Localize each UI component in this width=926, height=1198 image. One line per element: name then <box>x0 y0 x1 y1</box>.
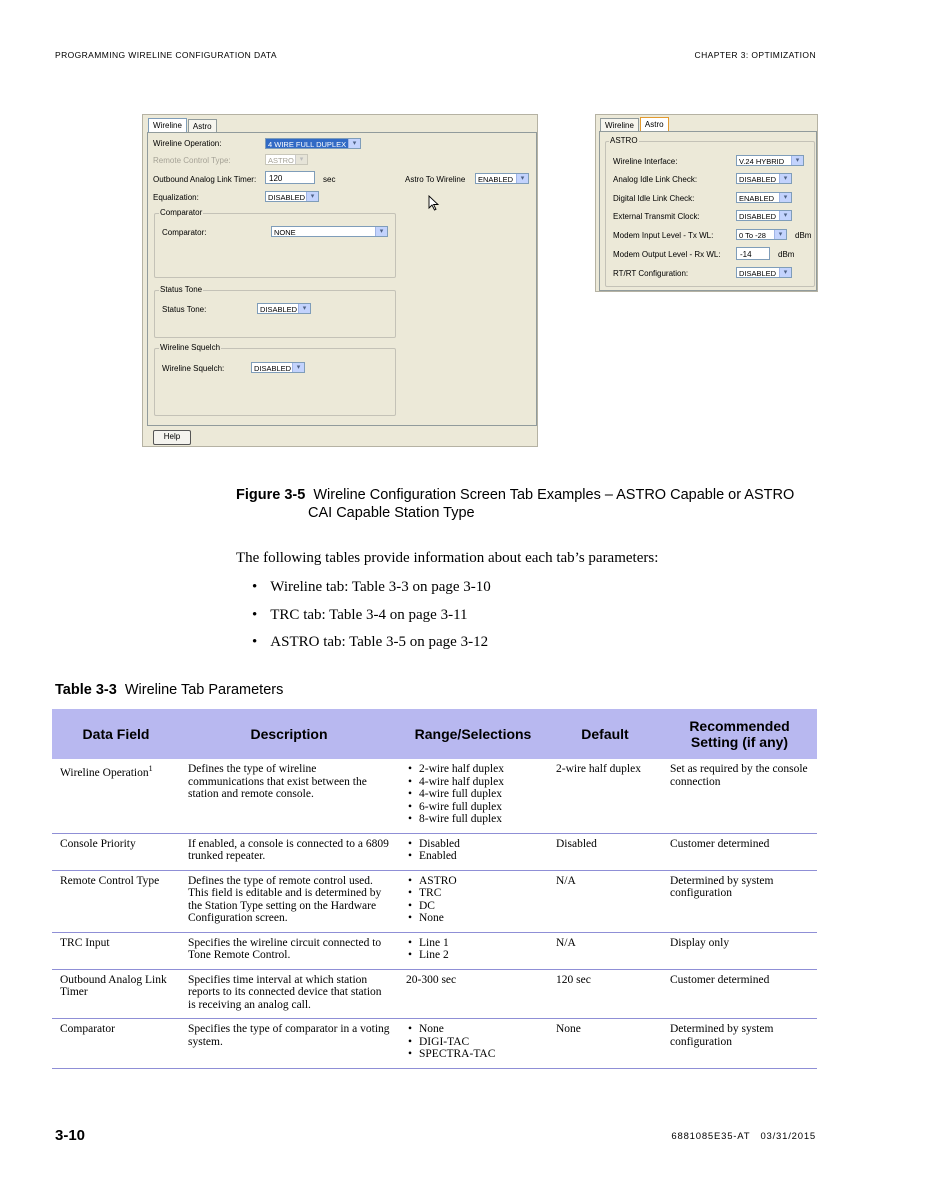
astro-group-title: ASTRO <box>610 136 638 145</box>
default-cell: N/A <box>548 932 662 969</box>
outbound-timer-unit: sec <box>323 175 336 184</box>
astro-field-label: Wireline Interface: <box>613 157 678 166</box>
mouse-cursor-icon <box>428 195 440 211</box>
range-option: • 2-wire half duplex <box>406 763 541 776</box>
recommended-cell: Determined by system configuration <box>662 870 817 932</box>
astro-to-wireline-select[interactable]: ENABLED ▾ <box>475 173 529 184</box>
running-header-right: CHAPTER 3: OPTIMIZATION <box>694 50 816 60</box>
astro-field-select[interactable]: DISABLED ▾ <box>736 173 792 184</box>
astro-field-label: Modem Output Level - Rx WL: <box>613 250 721 259</box>
column-header: Description <box>180 709 398 759</box>
chevron-down-icon: ▾ <box>306 192 318 201</box>
default-cell: None <box>548 1019 662 1069</box>
outbound-timer-label: Outbound Analog Link Timer: <box>153 175 257 184</box>
data-field-cell <box>52 759 180 833</box>
range-option: • TRC <box>406 887 541 900</box>
description-cell: Specifies time interval at which station reports to its connected device that station is receiving an analog call. <box>180 969 398 1019</box>
range-option: • DIGI-TAC <box>406 1036 541 1049</box>
column-header: Data Field <box>52 709 180 759</box>
astro-to-wireline-label: Astro To Wireline <box>405 175 466 184</box>
range-cell <box>398 759 548 833</box>
table-row <box>52 870 817 932</box>
figure-caption-line1: Wireline Configuration Screen Tab Examples – ASTRO Capable or ASTRO <box>313 487 795 503</box>
chevron-down-icon: ▾ <box>779 174 791 183</box>
intro-paragraph: The following tables provide information about each tab’s parameters: <box>236 550 659 566</box>
description-cell: Specifies the wireline circuit connected to Tone Remote Control. <box>180 932 398 969</box>
astro-field-select[interactable]: DISABLED ▾ <box>736 267 792 278</box>
page-number: 3-10 <box>55 1127 86 1144</box>
chevron-down-icon: ▾ <box>298 304 310 313</box>
range-option: • Line 2 <box>406 949 541 962</box>
astro-field-input[interactable]: -14 <box>736 247 770 260</box>
range-cell <box>398 870 548 932</box>
range-option: • None <box>406 912 541 925</box>
default-cell: 2-wire half duplex <box>548 759 662 833</box>
bullet-link-wireline[interactable]: Wireline tab: Table 3-3 on page 3-10 <box>270 579 491 595</box>
astro-field-label: Digital Idle Link Check: <box>613 194 695 203</box>
data-field-cell <box>52 932 180 969</box>
list-item: • Wireline tab: Table 3-3 on page 3-10 <box>252 579 491 595</box>
data-field-cell <box>52 1019 180 1069</box>
recommended-cell: Display only <box>662 932 817 969</box>
description-cell: Defines the type of remote control used. This field is editable and is determined by the Station Type setting on the Hardware Configuration screen. <box>180 870 398 932</box>
data-field-name: Console Priority <box>60 837 136 850</box>
wireline-tab-screenshot <box>142 114 538 447</box>
status-tone-group-title: Status Tone <box>160 285 203 294</box>
table-title <box>55 682 283 698</box>
outbound-timer-input[interactable]: 120 <box>265 171 315 184</box>
remote-control-type-label: Remote Control Type: <box>153 156 231 165</box>
running-header-left: PROGRAMMING WIRELINE CONFIGURATION DATA <box>55 50 277 60</box>
chevron-down-icon: ▾ <box>774 230 786 239</box>
description-cell: If enabled, a console is connected to a 6809 trunked repeater. <box>180 833 398 870</box>
tab-astro[interactable]: Astro <box>188 119 217 133</box>
comparator-label: Comparator: <box>162 228 207 237</box>
wireline-operation-select[interactable]: 4 WIRE FULL DUPLEX ▾ <box>265 138 361 149</box>
astro-field-label: RT/RT Configuration: <box>613 269 689 278</box>
remote-control-type-select[interactable]: ASTRO ▾ <box>265 154 308 165</box>
wireline-squelch-select[interactable]: DISABLED ▾ <box>251 362 305 373</box>
range-cell <box>398 1019 548 1069</box>
data-field-cell <box>52 870 180 932</box>
astro-field-label: Analog Idle Link Check: <box>613 175 698 184</box>
range-option: • 6-wire full duplex <box>406 801 541 814</box>
bullet-link-trc[interactable]: TRC tab: Table 3-4 on page 3-11 <box>270 606 468 623</box>
astro-field-label: Modem Input Level - Tx WL: <box>613 231 714 240</box>
tab-wireline[interactable]: Wireline <box>148 118 187 133</box>
table-row <box>52 1019 817 1069</box>
figure-caption <box>236 487 794 503</box>
equalization-select[interactable]: DISABLED ▾ <box>265 191 319 202</box>
figure-caption-line2: CAI Capable Station Type <box>308 505 475 521</box>
comparator-group <box>154 208 396 278</box>
chevron-down-icon: ▾ <box>348 139 360 148</box>
wireline-squelch-label: Wireline Squelch: <box>162 364 225 373</box>
comparator-select[interactable]: NONE ▾ <box>271 226 388 237</box>
description-cell: Specifies the type of comparator in a voting system. <box>180 1019 398 1069</box>
table-number: Table 3-3 <box>55 682 117 698</box>
chevron-down-icon: ▾ <box>295 155 307 164</box>
astro-field-unit: dBm <box>795 231 812 240</box>
data-field-name: Wireline Operation <box>60 766 149 779</box>
wireline-squelch-group-title: Wireline Squelch <box>160 343 221 352</box>
list-item: • ASTRO tab: Table 3-5 on page 3-12 <box>252 634 489 650</box>
data-field-name: TRC Input <box>60 936 110 949</box>
range-option: • 8-wire full duplex <box>406 813 541 826</box>
footnote-marker: 1 <box>148 764 153 773</box>
chevron-down-icon: ▾ <box>779 268 791 277</box>
bullet-list <box>252 579 491 662</box>
column-header: Range/Selections <box>398 709 548 759</box>
range-option: • 4-wire half duplex <box>406 776 541 789</box>
document-id: 6881085E35-AT 03/31/2015 <box>671 1131 816 1142</box>
data-field-name: Remote Control Type <box>60 874 160 887</box>
astro-field-select[interactable]: V.24 HYBRID ▾ <box>736 155 804 166</box>
chevron-down-icon: ▾ <box>779 193 791 202</box>
astro-field-label: External Transmit Clock: <box>613 212 700 221</box>
data-field-name: Comparator <box>60 1023 115 1035</box>
range-option: • ASTRO <box>406 875 541 888</box>
range-option: • Disabled <box>406 838 541 851</box>
astro-tab-screenshot <box>595 114 818 292</box>
status-tone-group <box>154 285 396 338</box>
range-option: • None <box>406 1023 541 1036</box>
description-cell: Defines the type of wireline communications that exist between the station and remote console. <box>180 759 398 833</box>
column-header: Default <box>548 709 662 759</box>
recommended-cell: Determined by system configuration <box>662 1019 817 1069</box>
wireline-operation-label: Wireline Operation: <box>153 139 222 148</box>
astro-field-select[interactable]: DISABLED ▾ <box>736 210 792 221</box>
recommended-cell: Set as required by the console connection <box>662 759 817 833</box>
astro-field-select[interactable]: 0 To -28 ▾ <box>736 229 787 240</box>
chevron-down-icon: ▾ <box>516 174 528 183</box>
range-option: • DC <box>406 900 541 913</box>
bullet-link-astro[interactable]: ASTRO tab: Table 3-5 on page 3-12 <box>270 634 489 650</box>
default-cell: N/A <box>548 870 662 932</box>
range-option: • Enabled <box>406 850 541 863</box>
range-cell <box>398 833 548 870</box>
tab-wireline[interactable]: Wireline <box>600 118 639 132</box>
range-cell: 20-300 sec <box>398 969 548 1019</box>
tab-astro[interactable]: Astro <box>640 117 669 133</box>
data-field-cell <box>52 969 180 1019</box>
range-option: • 4-wire full duplex <box>406 788 541 801</box>
list-item: • TRC tab: Table 3-4 on page 3-11 <box>252 606 468 623</box>
help-button[interactable]: Help <box>153 430 191 445</box>
default-cell: Disabled <box>548 833 662 870</box>
recommended-cell: Customer determined <box>662 969 817 1019</box>
chevron-down-icon: ▾ <box>779 211 791 220</box>
table-row <box>52 833 817 870</box>
column-header: Recommended Setting (if any) <box>662 709 817 759</box>
wireline-tab-parameters-table <box>52 709 817 1069</box>
data-field-cell <box>52 833 180 870</box>
table-header-row <box>52 709 817 759</box>
table-row <box>52 932 817 969</box>
range-cell <box>398 932 548 969</box>
table-row <box>52 969 817 1019</box>
chevron-down-icon: ▾ <box>375 227 387 236</box>
table-title-text: Wireline Tab Parameters <box>124 682 284 698</box>
range-option: • Line 1 <box>406 937 541 950</box>
table-row <box>52 759 817 833</box>
chevron-down-icon: ▾ <box>292 363 304 372</box>
figure-number: Figure 3-5 <box>236 487 306 503</box>
chevron-down-icon: ▾ <box>791 156 803 165</box>
data-field-name: Outbound Analog Link Timer <box>60 973 167 998</box>
comparator-group-title: Comparator <box>160 208 203 217</box>
default-cell: 120 sec <box>548 969 662 1019</box>
status-tone-label: Status Tone: <box>162 305 207 314</box>
astro-field-unit: dBm <box>778 250 795 259</box>
astro-field-select[interactable]: ENABLED ▾ <box>736 192 792 203</box>
range-option: • SPECTRA-TAC <box>406 1048 541 1061</box>
recommended-cell: Customer determined <box>662 833 817 870</box>
status-tone-select[interactable]: DISABLED ▾ <box>257 303 311 314</box>
equalization-label: Equalization: <box>153 193 199 202</box>
wireline-squelch-group <box>154 343 396 416</box>
